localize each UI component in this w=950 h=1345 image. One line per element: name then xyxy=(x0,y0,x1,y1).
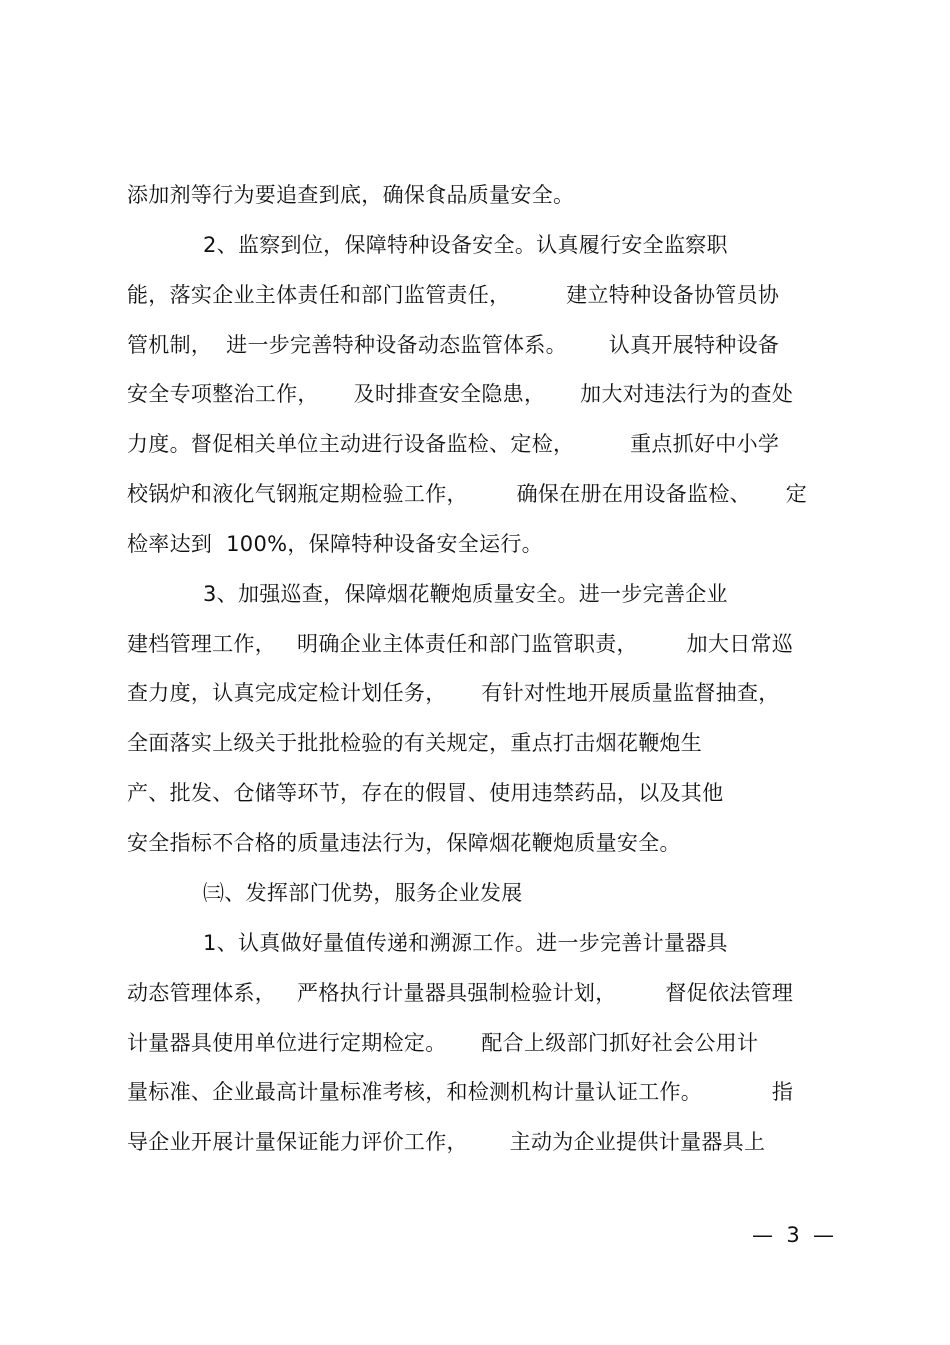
text-line: 1、认真做好量值传递和溯源工作。进一步完善计量器具 xyxy=(203,931,728,955)
text-line: 添加剂等行为要追查到底，确保食品质量安全。 xyxy=(127,183,575,207)
text-line: 导企业开展计量保证能力评价工作， 主动为企业提供计量器具上 xyxy=(127,1130,766,1154)
text-line: 量标准、企业最高计量标准考核，和检测机构计量认证工作。 指 xyxy=(127,1080,794,1104)
text-line: 力度。督促相关单位主动进行设备监检、定检， 重点抓好中小学 xyxy=(127,432,780,456)
text-line: 查力度，认真完成定检计划任务， 有针对性地开展质量监督抽查， xyxy=(127,681,780,705)
text-line: 产、批发、仓储等环节，存在的假冒、使用违禁药品，以及其他 xyxy=(127,781,724,805)
section-heading: ㈢、发挥部门优势，服务企业发展 xyxy=(203,881,523,905)
text-line: 安全指标不合格的质量违法行为，保障烟花鞭炮质量安全。 xyxy=(127,831,681,855)
text-line: 建档管理工作， 明确企业主体责任和部门监管职责， 加大日常巡 xyxy=(127,632,794,656)
text-line: 管机制， 进一步完善特种设备动态监管体系。 认真开展特种设备 xyxy=(127,333,780,357)
text-line: 能，落实企业主体责任和部门监管责任， 建立特种设备协管员协 xyxy=(127,283,780,307)
text-line: 动态管理体系， 严格执行计量器具强制检验计划， 督促依法管理 xyxy=(127,981,794,1005)
text-line: 安全专项整治工作， 及时排查安全隐患， 加大对违法行为的查处 xyxy=(127,382,794,406)
text-line: 检率达到 100%，保障特种设备安全运行。 xyxy=(127,532,543,556)
text-line: 校锅炉和液化气钢瓶定期检验工作， 确保在册在用设备监检、 定 xyxy=(127,482,808,506)
text-line: 3、加强巡查，保障烟花鞭炮质量安全。进一步完善企业 xyxy=(203,582,728,606)
text-line: 计量器具使用单位进行定期检定。 配合上级部门抓好社会公用计 xyxy=(127,1031,759,1055)
text-line: 全面落实上级关于批批检验的有关规定，重点打击烟花鞭炮生 xyxy=(127,731,703,755)
page-number: — 3 — xyxy=(752,1223,835,1247)
text-line: 2、监察到位，保障特种设备安全。认真履行安全监察职 xyxy=(203,233,728,257)
